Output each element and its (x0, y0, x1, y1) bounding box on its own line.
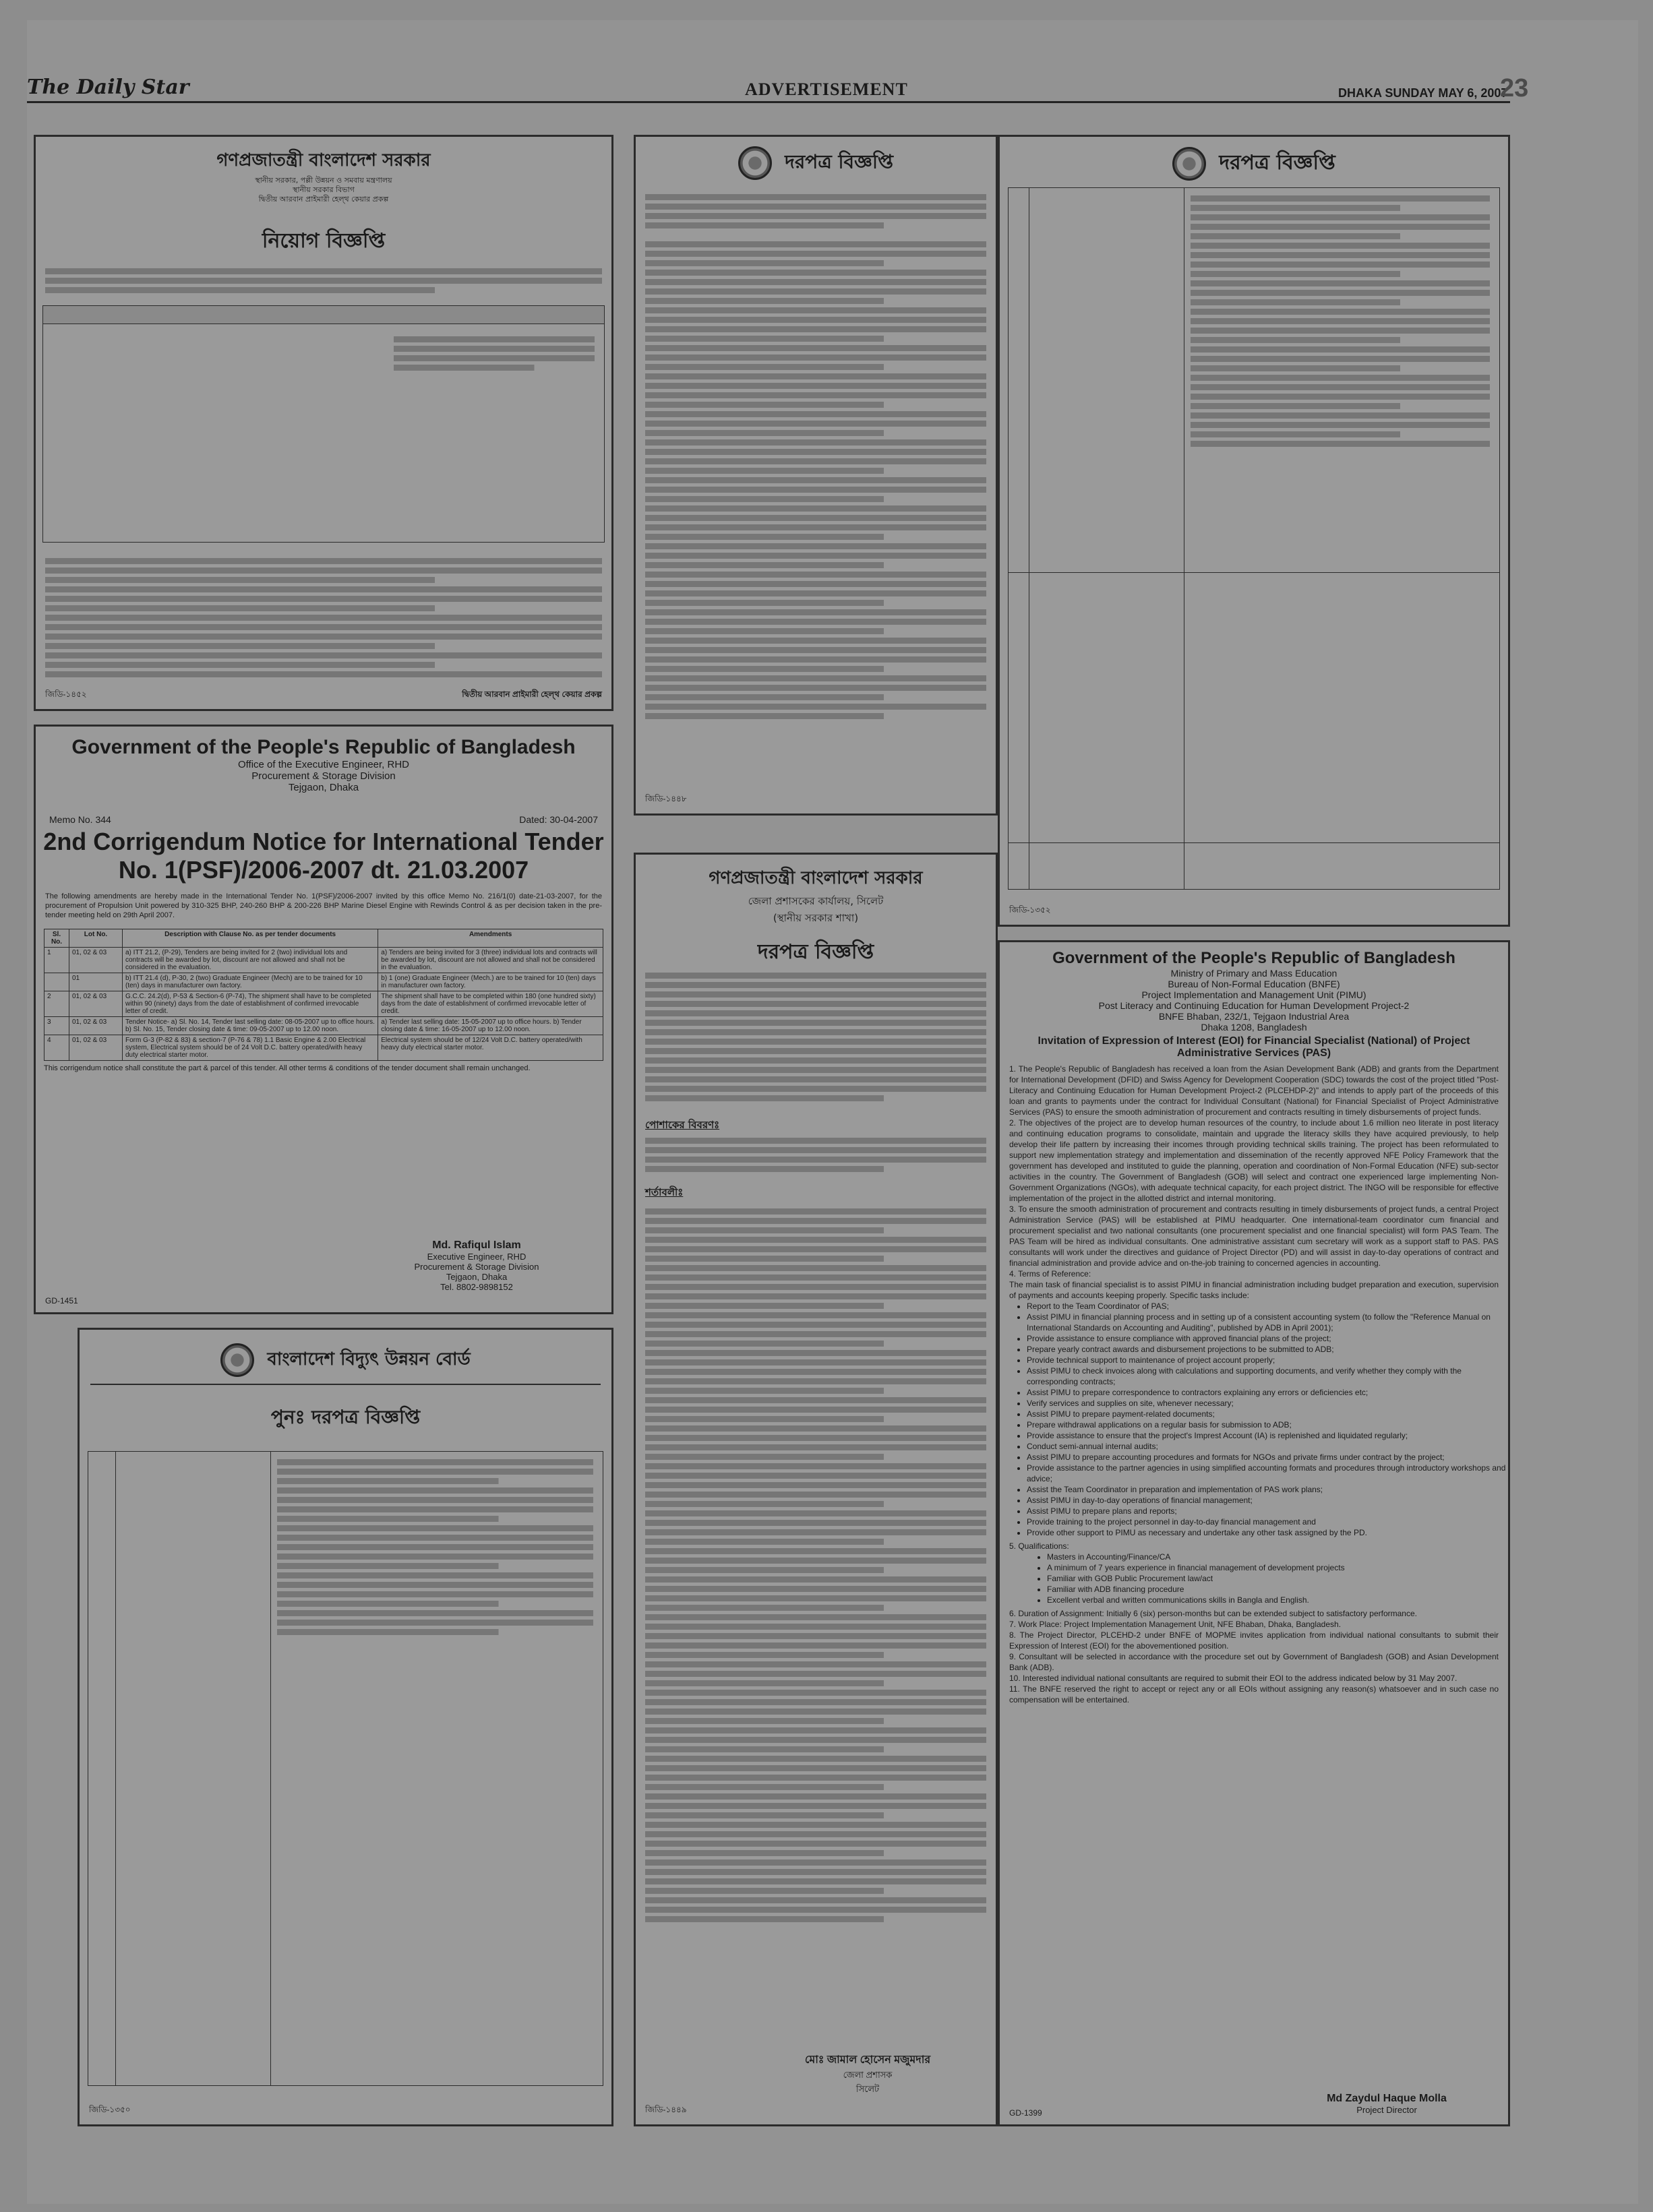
ad-body-text (45, 265, 602, 297)
sylhet-branch: (স্থানীয় সরকার শাখা) (773, 912, 859, 924)
eoi-paragraph: 2. The objectives of the project are to develop human resources of the country, to include about 1.6 million neo literate in post literacy and continuing education programs to consolidate, maintain and upgrade the literacy skills they have acquired previously, to help develop their life pattern by increasing their incomes through providing technical skills training. The project has been reformulated to support new implementation strategy and implementation and dissemination of the recently approved NFE Policy Framework that the government has developed and instituted to guide the planning, operation and coordination of Non-Formal Education (NFE) sub-sector activities in the country. The Government of Bangladesh (GOB) will select and contract one experienced large implementing Non-Government Organizations (NGOs), with adequate technical capacity, for each project district. The INGO will be responsible for effective implementation of the project in the allotted district and internal monitoring. (1009, 1118, 1499, 1203)
table-cell: 01, 02 & 03 (69, 1017, 123, 1035)
eoi-paragraph: 8. The Project Director, PLCEHD-2 under BNFE of MOPME invites application from individual national consultants to submit their Expression of Interest (EOI) for the abovementioned position. (1009, 1630, 1499, 1651)
corrigendum-title (36, 828, 611, 884)
masthead-rule (27, 74, 1510, 103)
eoi-paragraph: 10. Interested individual national consultants are required to submit their EOI to the address indicated below by 31 May 2007. (1009, 1673, 1457, 1683)
corrigendum-code: GD-1451 (45, 1296, 78, 1305)
table-cell: Electrical system should be of 12/24 Volt D.C. battery operated/with heavy duty electrical starter motor. (378, 1035, 603, 1061)
eoi-project: Post Literacy and Continuing Education for Human Development Project-2 (1098, 1000, 1410, 1011)
government-seal-icon (738, 146, 772, 180)
ad-conditions-text (45, 555, 602, 681)
eoi-paragraph: The main task of financial specialist is to assist PIMU in financial administration including budget preparation and execution, supervision of payments and accounts keeping properly. Specific tasks include: (1009, 1280, 1499, 1300)
eoi-signature (1286, 2093, 1488, 2115)
table-row (44, 973, 603, 991)
tender-mid-heading: দরপত্র বিজ্ঞপ্তি (785, 150, 893, 173)
ad-subtitle-division: স্থানীয় সরকার বিভাগ (293, 185, 355, 194)
table-cell: Tender Notice- a) Sl. No. 14, Tender last selling date: 08-05-2007 up to office hours. b) Sl. No. 15, Tender closing date & time: 09-05-2007 up to 12.00 noon. (123, 1017, 378, 1035)
corrigendum-intro: The following amendments are hereby made in the International Tender No. 1(PSF)/2006-2007 invited by this office Memo No. 216/1(0) date-21-03-2007, for the procurement of Propulsion Unit powered by 310-325 BHP, 240-260 BHP & 200-226 BHP Marine Diesel Engine with Rewinds Control & as per decision taken in the pre-tender meeting held on 29th April 2007. (45, 892, 602, 919)
bpdb-title: বাংলাদেশ বিদ্যুৎ উন্নয়ন বোর্ড (267, 1349, 471, 1370)
tender-mid-body (645, 191, 986, 232)
tender-right-table (1008, 187, 1500, 890)
list-item: • Assist PIMU to prepare payment-related documents; (1027, 1409, 1508, 1419)
signer-title: জেলা প্রশাসক (843, 2070, 893, 2080)
corrigendum-memo: Memo No. 344 (49, 814, 111, 825)
list-item: • Assist PIMU to prepare accounting procedures and formats for NGOs and private firms under contract by the project; (1027, 1452, 1508, 1463)
list-item: • Provide other support to PIMU as necessary and undertake any other task assigned by the PD. (1027, 1527, 1508, 1538)
table-cell: 3 (44, 1017, 69, 1035)
table-cell: a) ITT 21.2, (P-29), Tenders are being invited for 2 (two) individual lots and contracts will be awarded by lot, discount are not allowed and shall not be considered in the evaluation. (123, 948, 378, 973)
list-item: • Provide training to the project personnel in day-to-day financial management and (1027, 1516, 1508, 1527)
bpdb-logo-icon (220, 1343, 254, 1377)
ad-eoi-notice (998, 940, 1510, 2126)
sylhet-code: জিডি-১৪৪৯ (645, 2105, 687, 2114)
list-item: • Excellent verbal and written communications skills in Bangla and English. (1047, 1595, 1508, 1605)
eoi-title-line1: Invitation of Expression of Interest (EOI) for Financial Specialist (National) of Project (1038, 1035, 1470, 1047)
corrigendum-office: Office of the Executive Engineer, RHD (237, 759, 410, 770)
table-cell: 01, 02 & 03 (69, 991, 123, 1017)
bpdb-heading: পুনঃ দরপত্র বিজ্ঞপ্তি (270, 1406, 421, 1428)
list-item: • Assist PIMU to prepare correspondence to contractors explaining any errors or deficiencies etc; (1027, 1387, 1508, 1398)
tender-mid-header (636, 146, 996, 180)
list-item: • Conduct semi-annual internal audits; (1027, 1441, 1508, 1452)
list-item: • Provide assistance to ensure that the project's Imprest Account (IA) is replenished and liquidated regularly; (1027, 1430, 1508, 1441)
eoi-bureau: Bureau of Non-Formal Education (BNFE) (1168, 979, 1340, 989)
eoi-gov: Government of the People's Republic of Bangladesh (1052, 949, 1455, 967)
table-row (44, 1017, 603, 1035)
list-item: • Assist PIMU in day-to-day operations of financial management; (1027, 1495, 1508, 1506)
table-cell: 01, 02 & 03 (69, 1035, 123, 1061)
signer-tel: Tel. 8802-9898152 (440, 1282, 513, 1292)
ad-subtitle-project: দ্বিতীয় আরবান প্রাইমারী হেল্থ কেয়ার প্রকল্প (258, 195, 389, 204)
list-item: • Provide assistance to the partner agencies in using simplified accounting formats and procedures through introductory workshops and advice; (1027, 1463, 1508, 1484)
ad-recruitment-notice (34, 135, 613, 711)
corrigendum-footnote: This corrigendum notice shall constitute the part & parcel of this tender. All other terms & conditions of the tender document shall remain unchanged. (44, 1064, 531, 1072)
sylhet-terms-heading: শর্তাবলীঃ (645, 1186, 684, 1198)
list-item: • Familiar with GOB Public Procurement law/act (1047, 1573, 1508, 1584)
list-item: • Report to the Team Coordinator of PAS; (1027, 1301, 1508, 1312)
corrigendum-date: Dated: 30-04-2007 (519, 814, 598, 825)
list-item: • Assist the Team Coordinator in preparation and implementation of PAS work plans; (1027, 1484, 1508, 1495)
government-seal-icon (1172, 147, 1206, 181)
table-cell (44, 973, 69, 991)
signer-place: সিলেট (855, 2084, 880, 2094)
table-cell: a) Tender last selling date: 15-05-2007 up to office hours. b) Tender closing date & time: 16-05-2007 up to 12.00 noon. (378, 1017, 603, 1035)
signer-name: Md Zaydul Haque Molla (1327, 2093, 1447, 2104)
ad-bpdb-retender (78, 1328, 613, 2126)
list-item: • Verify services and supplies on site, whenever necessary; (1027, 1398, 1508, 1409)
eoi-ministry: Ministry of Primary and Mass Education (1170, 968, 1338, 979)
tender-right-code: জিডি-১৩৫২ (1009, 905, 1051, 915)
tender-right-heading: দরপত্র বিজ্ঞপ্তি (1219, 151, 1335, 175)
eoi-unit: Project Implementation and Management Unit (PIMU) (1141, 989, 1366, 1000)
table-cell: 01, 02 & 03 (69, 948, 123, 973)
signer-name: মোঃ জামাল হোসেন মজুমদার (804, 2054, 931, 2066)
table-row (44, 948, 603, 973)
sylhet-terms (645, 1205, 986, 1926)
list-item: • Familiar with ADB financing procedure (1047, 1584, 1508, 1595)
masthead-dateline: DHAKA SUNDAY MAY 6, 2007 (1338, 86, 1508, 100)
signer-title: Project Director (1356, 2105, 1417, 2115)
table-row (44, 991, 603, 1017)
corrigendum-gov: Government of the People's Republic of Bangladesh (71, 736, 576, 758)
column-header: Sl. No. (44, 929, 69, 948)
list-item: • Prepare withdrawal applications on a regular basis for submission to ADB; (1027, 1419, 1508, 1430)
table-cell: b) 1 (one) Graduate Engineer (Mech.) are to be trained for 10 (ten) days in manufacturer own factory. (378, 973, 603, 991)
list-item: • Assist PIMU in financial planning process and in setting up of a consistent accounting system (to follow the "Reference Manual on International Standards on Accounting and Auditing", published by ADB in April 2001); (1027, 1312, 1508, 1333)
table-cell: b) ITT 21.4 (d), P-30, 2 (two) Graduate Engineer (Mech) are to be trained for 10 (ten) days in manufacturer own factory. (123, 973, 378, 991)
table-cell: 01 (69, 973, 123, 991)
corrigendum-division: Procurement & Storage Division (251, 770, 396, 782)
sylhet-title: গণপ্রজাতন্ত্রী বাংলাদেশ সরকার (709, 868, 923, 888)
sylhet-items-heading: পোশাকের বিবরণঃ (645, 1119, 720, 1131)
ad-corrigendum-notice (34, 725, 613, 1314)
corrigendum-title-line1: 2nd Corrigendum Notice for International Tender (43, 828, 604, 855)
eoi-paragraph: 7. Work Place: Project Implementation Management Unit, NFE Bhaban, Dhaka, Bangladesh. (1009, 1620, 1342, 1629)
table-cell: G.C.C. 24.2(d), P-53 & Section-6 (P-74), The shipment shall have to be completed within 90 (ninety) days from the date of establishment of confirmed irrevocable letter of credit. (123, 991, 378, 1017)
sylhet-signature (760, 2051, 975, 2097)
tender-mid-items (645, 238, 986, 723)
table-cell: The shipment shall have to be completed within 180 (one hundred sixty) days from the date of establishment of confirmed irrevocable letter of credit. (378, 991, 603, 1017)
table-cell: a) Tenders are being invited for 3 (three) individual lots and contracts will be awarded by lot, discount are not allowed and shall not be considered in the evaluation. (378, 948, 603, 973)
list-item: • Assist PIMU to check invoices along with calculations and supporting documents, and verify whether they comply with the corresponding contracts; (1027, 1365, 1508, 1387)
sylhet-items (645, 1134, 986, 1175)
table-cell: 2 (44, 991, 69, 1017)
masthead-paper-name: The Daily Star (27, 75, 189, 99)
signer-name: Md. Rafiqul Islam (432, 1239, 521, 1251)
masthead-page-number: 23 (1500, 74, 1529, 102)
signer-title: Executive Engineer, RHD (427, 1252, 527, 1262)
bpdb-table (88, 1451, 603, 2086)
ad-title: গণপ্রজাতন্ত্রী বাংলাদেশ সরকার (216, 150, 431, 171)
corrigendum-signature (369, 1239, 584, 1292)
bpdb-rule (90, 1384, 601, 1385)
sylhet-heading: দরপত্র বিজ্ঞপ্তি (757, 940, 874, 964)
tender-mid-code: জিডি-১৪৪৮ (645, 794, 687, 803)
list-item: • Provide technical support to maintenance of project account properly; (1027, 1355, 1508, 1365)
table-header-row (44, 929, 603, 948)
sylhet-office: জেলা প্রশাসকের কার্যালয়, সিলেট (748, 895, 884, 907)
eoi-title (1000, 1035, 1508, 1059)
eoi-title-line2: Administrative Services (PAS) (1176, 1047, 1331, 1059)
masthead-section: ADVERTISEMENT (745, 80, 908, 99)
eoi-qualification-list (1000, 1552, 1508, 1605)
eoi-city: Dhaka 1208, Bangladesh (1201, 1022, 1307, 1033)
list-item: • Prepare yearly contract awards and disbursement projections to be submitted to ADB; (1027, 1344, 1508, 1355)
eoi-paragraph: 3. To ensure the smooth administration of procurement and contracts resulting in timely disbursements of project funds, a central Project Administration Service (PAS) will be established at PIMU headquarter. One international-team coordinator cum financial and procurement specialist and two national consultants (one procurement specialist and one financial specialist) will form PAS Team. The PAS Team will be hired as individual consultants. One administrative assistant cum secretary will work as a support staff to PAS. PAS consultants will work under the directives and guidance of Project Director (PD) and will assist in day-to-day operations of contract and financial administration and provide advice and on-the-job training to concerned agencies in accounting. (1009, 1204, 1499, 1268)
eoi-paragraph: 11. The BNFE reserved the right to accept or reject any or all EOIs without assigning any reason(s) whatsoever and in such case no compensation will be entertained. (1009, 1684, 1499, 1704)
ad-table (42, 305, 605, 543)
table-cell: 4 (44, 1035, 69, 1061)
eoi-code: GD-1399 (1009, 2108, 1042, 2118)
table-cell: 1 (44, 948, 69, 973)
eoi-paragraph: 1. The People's Republic of Bangladesh has received a loan from the Asian Development Bank (ADB) and grants from the Department for International Development (DFID) and Swiss Agency for Development Cooperation (SDC) towards the cost of the project titled "Post-Literacy and Continuing Education for Human Development Project-2 (PLCEHDP-2)" and intends to apply part of the proceeds of this loan and grants to payments under the contract for Individual Consultant (National) for Financial Specialist of Project Administrative Services (PAS) to ensure the smooth administration of procurement and contracts resulting in timely disbursements of project funds. (1009, 1064, 1499, 1117)
corrigendum-table (44, 929, 603, 1073)
eoi-paragraph: 9. Consultant will be selected in accordance with the procedure set out by Government of Bangladesh (GOB) and Asian Development Bank (ADB). (1009, 1652, 1499, 1672)
ad-tender-notice-middle (634, 135, 998, 816)
list-item: • Masters in Accounting/Finance/CA (1047, 1552, 1508, 1562)
ad-sylhet-tender (634, 853, 998, 2126)
bpdb-header (80, 1343, 611, 1377)
eoi-paragraph: 6. Duration of Assignment: Initially 6 (six) person-months but can be extended subject to satisfactory performance. (1009, 1609, 1417, 1618)
sylhet-intro (645, 969, 986, 1105)
ad-code: জিডি-১৪৫২ (45, 689, 87, 699)
eoi-address: BNFE Bhaban, 232/1, Tejgaon Industrial Area (1158, 1011, 1350, 1022)
bpdb-code: জিডি-১৩৫০ (89, 2105, 131, 2114)
column-header: Description with Clause No. as per tender documents (123, 929, 378, 948)
tender-right-header (1000, 146, 1508, 181)
list-item: • Assist PIMU to prepare plans and reports; (1027, 1506, 1508, 1516)
signer-place: Tejgaon, Dhaka (446, 1272, 508, 1282)
ad-heading: নিয়োগ বিজ্ঞপ্তি (262, 229, 386, 253)
list-item: • Provide assistance to ensure compliance with approved financial plans of the project; (1027, 1333, 1508, 1344)
ad-footer: দ্বিতীয় আরবান প্রাইমারী হেল্থ কেয়ার প্রকল্প (462, 689, 602, 699)
table-cell: Form G-3 (P-82 & 83) & section-7 (P-76 & 78) 1.1 Basic Engine & 2.00 Electrical system, Electrical system should be of 24 Volt D.C. battery operated/with heavy duty electrical starter motor. (123, 1035, 378, 1061)
column-header: Lot No. (69, 929, 123, 948)
corrigendum-place: Tejgaon, Dhaka (288, 782, 359, 793)
column-header: Amendments (378, 929, 603, 948)
ad-tender-notice-right (998, 135, 1510, 927)
corrigendum-title-line2: No. 1(PSF)/2006-2007 dt. 21.03.2007 (118, 856, 529, 884)
ad-subtitle-ministry: স্থানীয় সরকার, পল্লী উন্নয়ন ও সমবায় মন্ত্রণালয় (255, 176, 392, 185)
signer-division: Procurement & Storage Division (414, 1262, 539, 1272)
eoi-task-list (1000, 1301, 1508, 1538)
eoi-qualifications-heading: 5. Qualifications: (1009, 1541, 1069, 1551)
table-row (44, 1035, 603, 1061)
list-item: • A minimum of 7 years experience in financial management of development projects (1047, 1562, 1508, 1573)
eoi-tor-heading: 4. Terms of Reference: (1009, 1269, 1091, 1279)
